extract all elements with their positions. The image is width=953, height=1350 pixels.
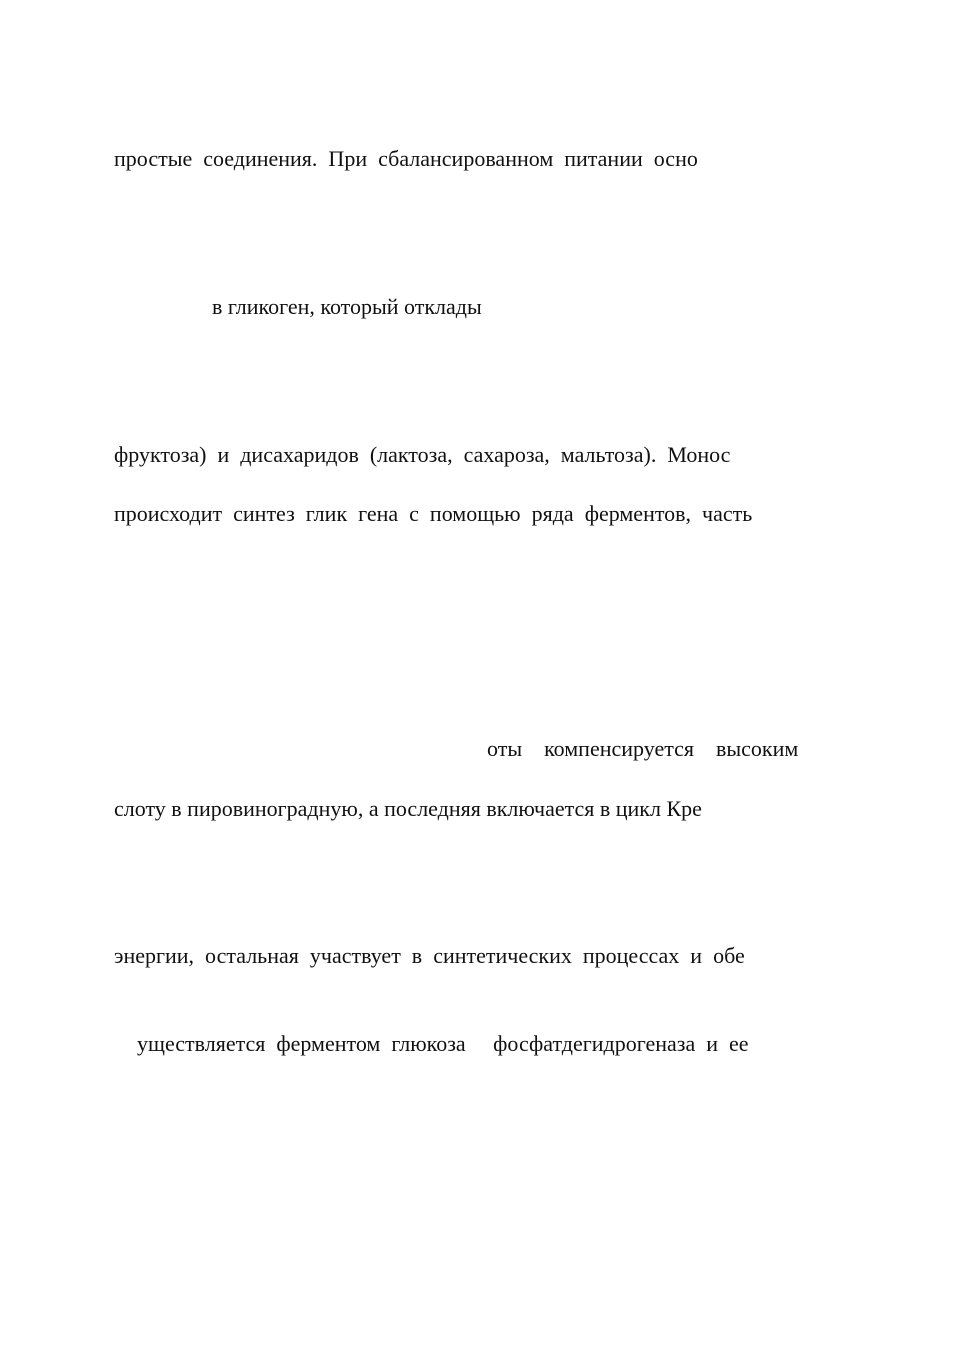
text-line-5: оты компенсируется высоким [487,736,799,761]
text-line-3: фруктоза) и дисахаридов (лактоза, сахароза, мальтоза). Монос [114,442,731,467]
text-line-2: в гликоген, который отклады [212,294,482,319]
text-line-4: происходит синтез глик гена с помощью ряда ферментов, часть [114,501,753,526]
text-line-8: уществляется ферментом глюкоза фосфатдегидрогеназа и ее [137,1031,749,1056]
text-line-6: слоту в пировиноградную, а последняя включается в цикл Кре [114,796,702,821]
text-line-1: простые соединения. При сбалансированном питании осно [114,146,698,171]
text-line-7: энергии, остальная участвует в синтетических процессах и обе [114,943,745,968]
